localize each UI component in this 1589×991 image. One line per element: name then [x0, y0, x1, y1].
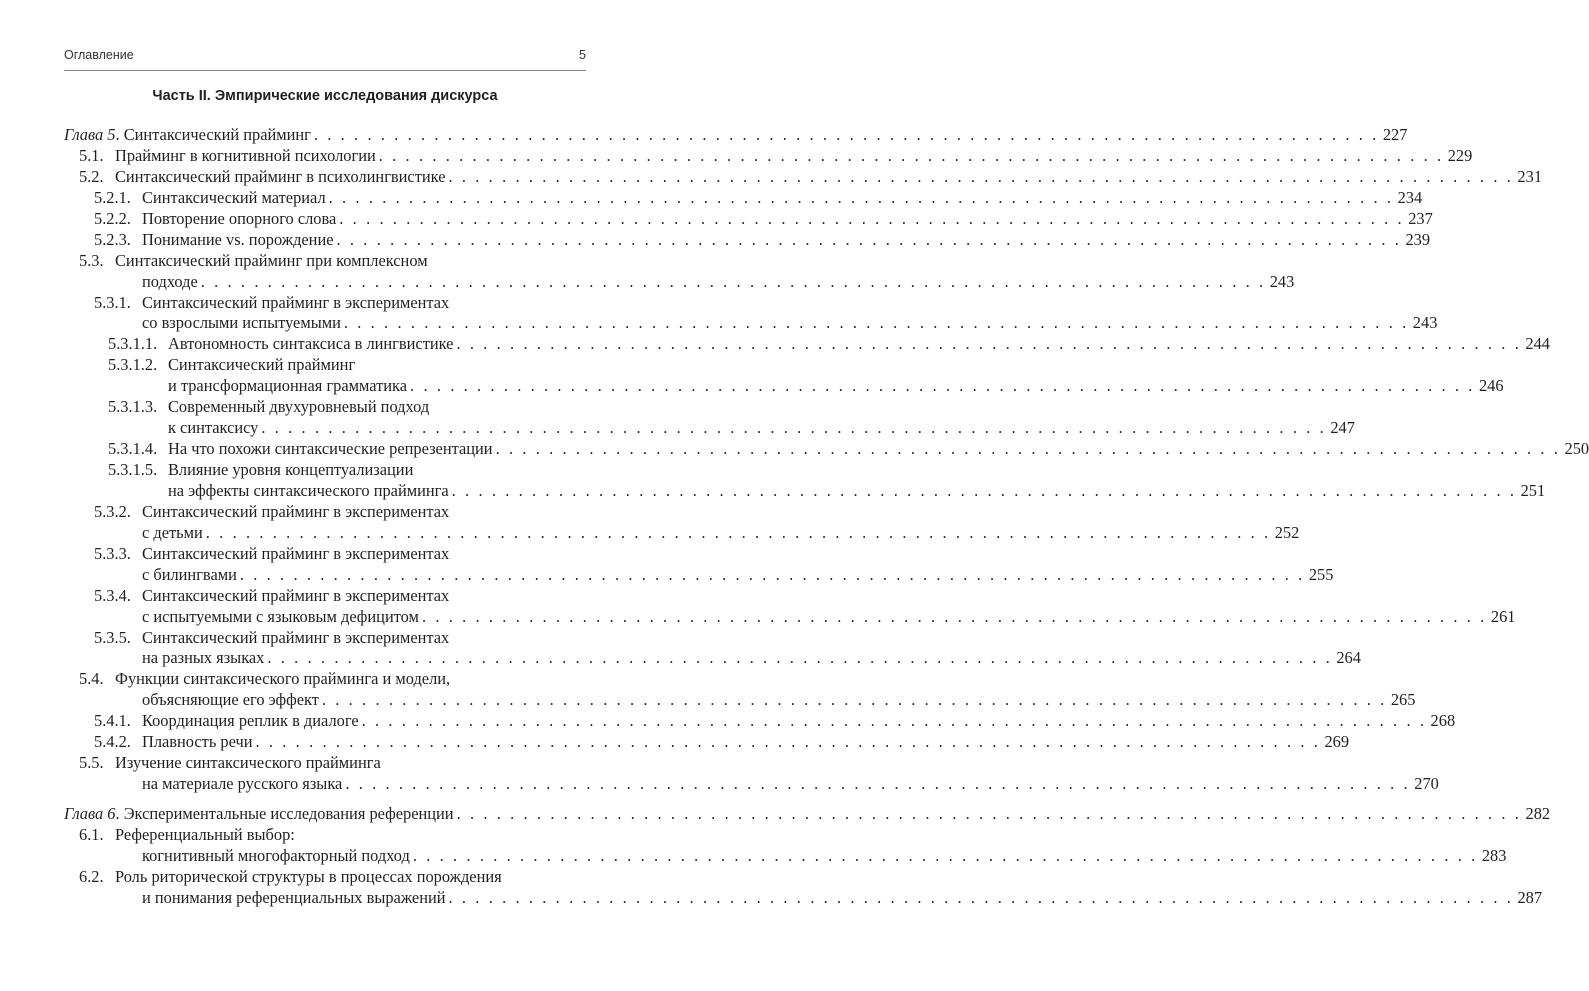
toc-entry-continuation[interactable]: [64, 313, 1438, 334]
toc-entry[interactable]: [64, 439, 1589, 460]
toc-entry-title: Синтаксический материал: [142, 188, 329, 209]
toc-entry-title: Референциальный выбор:: [115, 825, 298, 846]
toc-entry-title: Изучение синтаксического прайминга: [115, 753, 384, 774]
toc-entry-continuation[interactable]: [64, 564, 1334, 586]
toc-entry-title: Синтаксический прайминг в экспериментах: [142, 293, 452, 314]
toc-entry[interactable]: [64, 208, 1433, 230]
toc-entry-title: Понимание vs. порождение: [142, 230, 337, 251]
toc-entry[interactable]: [64, 586, 585, 607]
toc-entry-page: 283: [1478, 846, 1507, 867]
dot-leader: . . . . . . . . . . . . . . . . . . . . . . . . . . . . . . . . . . . . . . . . . . . . . . . . . . . . . . . . . . . . . . . . . . . . . . . . . . . . . . . .: [336, 229, 1402, 249]
dot-leader: . . . . . . . . . . . . . . . . . . . . . . . . . . . . . . . . . . . . . . . . . . . . . . . . . . . . . . . . . . . . . . . . . . . . . . . . . . . . . . . .: [267, 648, 1333, 668]
toc-entry[interactable]: [64, 460, 585, 481]
toc-entry-title: Современный двухуровневый подход: [168, 397, 432, 418]
toc-entry-title: Автономность синтаксиса в лингвистике: [168, 334, 456, 355]
toc-entry-continuation[interactable]: [64, 690, 1416, 711]
toc-entry-continuation[interactable]: [64, 376, 1504, 397]
dot-leader: . . . . . . . . . . . . . . . . . . . . . . . . . . . . . . . . . . . . . . . . . . . . . . . . . . . . . . . . . . . . . . . . . . . . . . . . . . . . . . . .: [495, 439, 1561, 459]
toc-entry[interactable]: [64, 166, 1543, 188]
toc-entry[interactable]: [64, 187, 1423, 209]
toc-entry-continuation[interactable]: [64, 774, 1439, 795]
toc-entry-title: Синтаксический прайминг в экспериментах: [142, 586, 452, 607]
toc-entry-continuation[interactable]: [64, 606, 1516, 628]
toc-entry-title: когнитивный многофакторный подход: [142, 846, 413, 867]
dot-leader: . . . . . . . . . . . . . . . . . . . . . . . . . . . . . . . . . . . . . . . . . . . . . . . . . . . . . . . . . . . . . . . . . . . . . . . . . . . . . . . .: [412, 845, 1478, 865]
toc-entry[interactable]: Глава 5. Синтаксический прайминг . . . . . . . . . . . . . . . . . . . . . . . . . . . . . . . . . . . . . . . . . . . . . . . . . . . . . . . . . . . . . . . . . . . . . . . . . . . . . . . . 227: [64, 125, 1408, 144]
toc-entry-number: 5.5.: [79, 753, 104, 773]
toc-entry-number: 5.2.: [79, 166, 104, 186]
toc-entry-number: 5.3.1.2.: [108, 355, 158, 375]
toc-entry-page: 265: [1387, 690, 1416, 711]
toc-entry-page: 264: [1332, 648, 1361, 669]
dot-leader: . . . . . . . . . . . . . . . . . . . . . . . . . . . . . . . . . . . . . . . . . . . . . . . . . . . . . . . . . . . . . . . . . . . . . . . . . . . . . . . .: [328, 187, 1394, 207]
toc-entry-page: 268: [1427, 711, 1456, 732]
toc-entry-page: 287: [1513, 888, 1542, 909]
dot-leader: . . . . . . . . . . . . . . . . . . . . . . . . . . . . . . . . . . . . . . . . . . . . . . . . . . . . . . . . . . . . . . . . . . . . . . . . . . . . . . . .: [448, 887, 1514, 907]
toc-entry-continuation[interactable]: [64, 845, 1507, 867]
toc-entry-number: 5.3.2.: [94, 501, 131, 521]
toc-entry-title: к синтаксису: [168, 418, 261, 439]
toc-entry-page: 252: [1271, 523, 1300, 544]
toc-entry-number: 5.2.1.: [94, 187, 131, 207]
toc-entry-title: Экспериментальные исследования референции: [123, 804, 454, 823]
toc-entry-continuation[interactable]: [64, 480, 1546, 502]
table-of-contents: [64, 125, 1589, 909]
toc-entry-title: Синтаксический прайминг: [123, 125, 311, 144]
toc-entry[interactable]: [64, 825, 585, 846]
toc-entry-continuation[interactable]: [64, 271, 1295, 293]
toc-entry-title: Плавность речи: [142, 732, 256, 753]
toc-entry-continuation[interactable]: [64, 418, 1355, 439]
dot-leader: . . . . . . . . . . . . . . . . . . . . . . . . . . . . . . . . . . . . . . . . . . . . . . . . . . . . . . . . . . . . . . . . . . . . . . . . . . . . . . . .: [456, 334, 1522, 354]
toc-entry-title: Синтаксический прайминг в психолингвистике: [115, 167, 448, 188]
toc-entry[interactable]: [64, 732, 1350, 753]
page-number: 5: [579, 48, 586, 62]
toc-entry-title: с детьми: [142, 523, 206, 544]
dot-leader: . . . . . . . . . . . . . . . . . . . . . . . . . . . . . . . . . . . . . . . . . . . . . . . . . . . . . . . . . . . . . . . . . . . . . . . . . . . . . . . .: [421, 606, 1487, 626]
dot-leader: . . . . . . . . . . . . . . . . . . . . . . . . . . . . . . . . . . . . . . . . . . . . . . . . . . . . . . . . . . . . . . . . . . . . . . . . . . . . . . . .: [451, 480, 1517, 500]
toc-entry-title: Синтаксический прайминг: [168, 355, 358, 376]
toc-entry-title: Координация реплик в диалоге: [142, 711, 362, 732]
toc-entry[interactable]: [64, 334, 1550, 355]
running-header: [64, 48, 586, 70]
dot-leader: . . . . . . . . . . . . . . . . . . . . . . . . . . . . . . . . . . . . . . . . . . . . . . . . . . . . . . . . . . . . . . . . . . . . . . . . . . . . . . . .: [456, 804, 1522, 823]
toc-entry-title: с испытуемыми с языковым дефицитом: [142, 607, 422, 628]
toc-entry-number: 5.3.4.: [94, 585, 131, 605]
dot-leader: . . . . . . . . . . . . . . . . . . . . . . . . . . . . . . . . . . . . . . . . . . . . . . . . . . . . . . . . . . . . . . . . . . . . . . . . . . . . . . . .: [321, 690, 1387, 710]
dot-leader: . . . . . . . . . . . . . . . . . . . . . . . . . . . . . . . . . . . . . . . . . . . . . . . . . . . . . . . . . . . . . . . . . . . . . . . . . . . . . . . .: [261, 418, 1327, 438]
toc-entry[interactable]: [64, 251, 585, 272]
toc-entry-title: Прайминг в когнитивной психологии: [115, 146, 379, 167]
chapter-label: Глава 6: [64, 804, 116, 823]
toc-entry[interactable]: [64, 544, 585, 565]
toc-entry-number: 5.3.1.5.: [108, 460, 158, 479]
toc-entry-number: 5.2.2.: [94, 208, 131, 228]
toc-entry-title: Синтаксический прайминг в экспериментах: [142, 502, 452, 523]
chapter-label: Глава 5: [64, 125, 116, 144]
toc-entry-page: 270: [1410, 774, 1439, 795]
toc-entry-title: Повторение опорного слова: [142, 209, 339, 230]
toc-entry[interactable]: [64, 229, 1431, 251]
toc-entry-continuation[interactable]: [64, 887, 1543, 909]
dot-leader: . . . . . . . . . . . . . . . . . . . . . . . . . . . . . . . . . . . . . . . . . . . . . . . . . . . . . . . . . . . . . . . . . . . . . . . . . . . . . . . .: [313, 125, 1379, 144]
toc-entry-title: объясняющие его эффект: [142, 690, 322, 711]
toc-entry-number: 5.3.1.4.: [108, 439, 158, 459]
toc-entry-title: с билингвами: [142, 565, 240, 586]
toc-entry-page: 234: [1394, 188, 1423, 209]
toc-entry-page: 243: [1409, 313, 1438, 334]
toc-entry-page: 244: [1521, 334, 1550, 355]
dot-leader: . . . . . . . . . . . . . . . . . . . . . . . . . . . . . . . . . . . . . . . . . . . . . . . . . . . . . . . . . . . . . . . . . . . . . . . . . . . . . . . .: [378, 145, 1444, 165]
toc-entry-title: на эффекты синтаксического прайминга: [168, 481, 452, 502]
toc-entry-title: и понимания референциальных выражений: [142, 888, 449, 909]
toc-entry-page: 255: [1305, 565, 1334, 586]
toc-entry[interactable]: [64, 145, 1473, 167]
toc-entry-page: 282: [1522, 804, 1551, 825]
toc-entry-title: и трансформационная грамматика: [168, 376, 410, 397]
toc-entry-page: 243: [1266, 272, 1295, 293]
toc-entry-continuation[interactable]: [64, 522, 1300, 544]
toc-entry-title: Влияние уровня концептуализации: [168, 460, 416, 481]
toc-entry-title: Синтаксический прайминг в экспериментах: [142, 544, 452, 565]
toc-entry-title: Функции синтаксического прайминга и модели,: [115, 669, 453, 690]
toc-entry-number: 5.3.1.3.: [108, 397, 158, 417]
part-title: Часть II. Эмпирические исследования дискурса: [152, 88, 498, 104]
dot-leader: . . . . . . . . . . . . . . . . . . . . . . . . . . . . . . . . . . . . . . . . . . . . . . . . . . . . . . . . . . . . . . . . . . . . . . . . . . . . . . . .: [205, 522, 1271, 542]
dot-leader: . . . . . . . . . . . . . . . . . . . . . . . . . . . . . . . . . . . . . . . . . . . . . . . . . . . . . . . . . . . . . . . . . . . . . . . . . . . . . . . .: [410, 376, 1475, 396]
dot-leader: . . . . . . . . . . . . . . . . . . . . . . . . . . . . . . . . . . . . . . . . . . . . . . . . . . . . . . . . . . . . . . . . . . . . . . . . . . . . . . . .: [239, 564, 1305, 584]
chapter-spacer: [64, 795, 585, 804]
toc-entry-title: Синтаксический прайминг при комплексном: [115, 251, 431, 272]
toc-entry-number: 5.4.2.: [94, 732, 131, 752]
dot-leader: . . . . . . . . . . . . . . . . . . . . . . . . . . . . . . . . . . . . . . . . . . . . . . . . . . . . . . . . . . . . . . . . . . . . . . . . . . . . . . . .: [345, 774, 1411, 794]
dot-leader: . . . . . . . . . . . . . . . . . . . . . . . . . . . . . . . . . . . . . . . . . . . . . . . . . . . . . . . . . . . . . . . . . . . . . . . . . . . . . . . .: [361, 711, 1427, 731]
toc-entry-number: 5.4.1.: [94, 711, 131, 731]
toc-entry[interactable]: [64, 711, 1456, 732]
toc-entry-number: 5.3.3.: [94, 543, 131, 563]
toc-entry-page: 239: [1401, 230, 1430, 251]
toc-entry-title: Роль риторической структуры в процессах порождения: [115, 867, 505, 888]
toc-entry-title: со взрослыми испытуемыми: [142, 313, 344, 334]
toc-entry-title: на материале русского языка: [142, 774, 345, 795]
toc-entry[interactable]: [64, 397, 585, 418]
header-rule: [64, 70, 586, 71]
dot-leader: . . . . . . . . . . . . . . . . . . . . . . . . . . . . . . . . . . . . . . . . . . . . . . . . . . . . . . . . . . . . . . . . . . . . . . . . . . . . . . . .: [343, 313, 1409, 333]
toc-entry-page: 227: [1379, 125, 1408, 146]
toc-entry-number: 6.2.: [79, 866, 104, 886]
toc-entry[interactable]: [64, 355, 585, 376]
toc-entry[interactable]: [64, 293, 585, 314]
toc-entry-number: 5.3.1.: [94, 292, 131, 312]
toc-entry-page: 269: [1320, 732, 1349, 753]
toc-entry-page: 261: [1487, 607, 1516, 628]
toc-entry[interactable]: [64, 502, 585, 523]
toc-entry-continuation[interactable]: [64, 648, 1361, 669]
toc-entry-number: 5.1.: [79, 145, 104, 165]
toc-entry-number: 5.4.: [79, 669, 104, 689]
toc-entry-number: 6.1.: [79, 824, 104, 844]
dot-leader: . . . . . . . . . . . . . . . . . . . . . . . . . . . . . . . . . . . . . . . . . . . . . . . . . . . . . . . . . . . . . . . . . . . . . . . . . . . . . . . .: [255, 732, 1321, 752]
toc-entry-title: Синтаксический прайминг в экспериментах: [142, 628, 452, 649]
toc-entry-page: 246: [1475, 376, 1504, 397]
toc-entry-title: подходе: [142, 272, 201, 293]
toc-entry-title: На что похожи синтаксические репрезентации: [168, 439, 496, 460]
dot-leader: . . . . . . . . . . . . . . . . . . . . . . . . . . . . . . . . . . . . . . . . . . . . . . . . . . . . . . . . . . . . . . . . . . . . . . . . . . . . . . . .: [200, 271, 1266, 291]
dot-leader: . . . . . . . . . . . . . . . . . . . . . . . . . . . . . . . . . . . . . . . . . . . . . . . . . . . . . . . . . . . . . . . . . . . . . . . . . . . . . . . .: [339, 208, 1405, 228]
toc-entry-number: 5.3.1.1.: [108, 334, 158, 354]
toc-entry-page: 250: [1561, 439, 1589, 460]
toc-entry-page: 251: [1517, 481, 1546, 502]
toc-entry-title: на разных языках: [142, 648, 267, 669]
dot-leader: . . . . . . . . . . . . . . . . . . . . . . . . . . . . . . . . . . . . . . . . . . . . . . . . . . . . . . . . . . . . . . . . . . . . . . . . . . . . . . . .: [448, 166, 1514, 186]
toc-entry[interactable]: [64, 867, 585, 888]
toc-entry-page: 247: [1326, 418, 1355, 439]
toc-entry[interactable]: [64, 753, 585, 774]
toc-entry-number: 5.3.: [79, 250, 104, 270]
running-header-section: Оглавление: [64, 48, 134, 62]
toc-entry-number: 5.3.5.: [94, 627, 131, 647]
toc-entry-page: 237: [1404, 209, 1433, 230]
toc-entry[interactable]: [64, 628, 585, 649]
toc-entry-number: 5.2.3.: [94, 229, 131, 249]
toc-entry[interactable]: [64, 669, 585, 690]
toc-entry[interactable]: Глава 6. Экспериментальные исследования референции . . . . . . . . . . . . . . . . . . . . . . . . . . . . . . . . . . . . . . . . . . . . . . . . . . . . . . . . . . . . . . . . . . . . . . . . . . . . . . . . 282: [64, 804, 1551, 823]
toc-entry-page: 229: [1444, 146, 1473, 167]
toc-entry-page: 231: [1513, 167, 1542, 188]
